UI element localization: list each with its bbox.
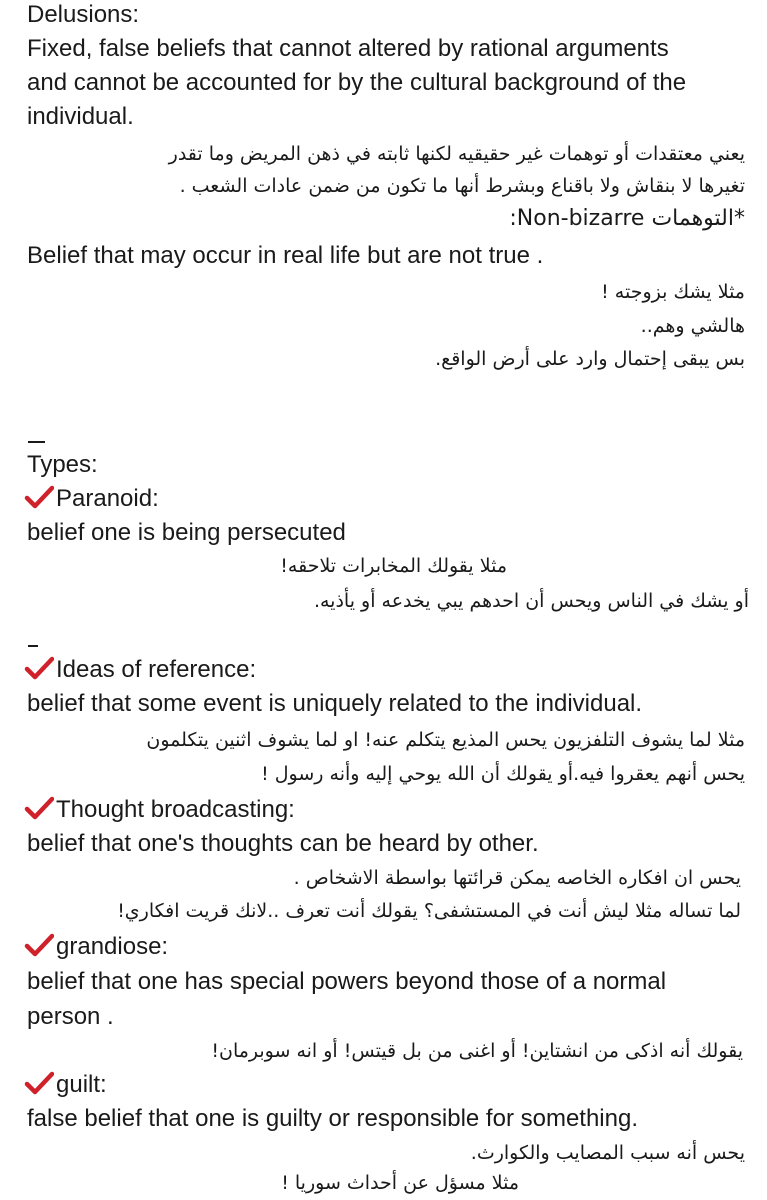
types-heading: Types: (27, 451, 98, 478)
type-definition: person . (27, 1003, 114, 1030)
check-mark-icon (24, 485, 54, 509)
type-title-guilt: guilt: (24, 1070, 107, 1100)
section-divider (28, 645, 38, 647)
check-mark-icon (24, 1071, 54, 1095)
nonbizarre-arabic-line: هالشي وهم.. (640, 315, 745, 337)
delusions-heading: Delusions: (27, 1, 140, 28)
delusions-definition-line: and cannot be accounted for by the cultural background of the (27, 69, 687, 96)
type-arabic-line: يقولك أنه اذكى من انشتاين! أو اغنى من بل قيتس! أو انه سوبرمان! (211, 1040, 743, 1062)
delusions-definition-line: individual. (27, 103, 134, 130)
check-mark-icon (24, 933, 54, 957)
nonbizarre-definition: Belief that may occur in real life but are not true . (27, 242, 544, 269)
type-arabic-line: يحس ان افكاره الخاصه يمكن قرائتها بواسطة الاشخاص . (293, 867, 741, 889)
nonbizarre-arabic-line: بس يبقى إحتمال وارد على أرض الواقع. (435, 348, 745, 370)
delusions-arabic-line: يعني معتقدات أو توهمات غير حقيقيه لكنها ثابته في ذهن المريض وما تقدر (168, 143, 745, 165)
type-arabic-line: أو يشك في الناس ويحس أن احدهم يبي يخدعه أو يأذيه. (313, 590, 749, 612)
type-definition: belief one is being persecuted (27, 519, 346, 546)
delusions-arabic-line: تغيرها لا بنقاش ولا باقناع وبشرط أنها ما تكون من ضمن عادات الشعب . (179, 175, 745, 197)
type-definition: belief that one's thoughts can be heard by other. (27, 830, 539, 857)
type-arabic-line: لما تساله مثلا ليش أنت في المستشفى؟ يقولك أنت تعرف ..لانك قريت افكاري! (117, 900, 741, 922)
check-mark-icon (24, 796, 54, 820)
type-arabic-line: مثلا يقولك المخابرات تلاحقه! (280, 555, 507, 577)
type-title-grandiose: grandiose: (24, 932, 168, 962)
type-title-paranoid: Paranoid: (24, 484, 159, 514)
type-definition: belief that some event is uniquely related to the individual. (27, 690, 643, 717)
type-definition: belief that one has special powers beyond those of a normal (27, 968, 667, 995)
type-arabic-line: يحس أنهم يعقروا فيه.أو يقولك أن الله يوحي إليه وأنه رسول ! (261, 763, 745, 785)
type-arabic-line: يحس أنه سبب المصايب والكوارث. (470, 1142, 745, 1164)
type-title-ideas-of-reference: Ideas of reference: (24, 655, 256, 685)
check-mark-icon (24, 656, 54, 680)
type-arabic-line: مثلا لما يشوف التلفزيون يحس المذيع يتكلم عنه! او لما يشوف اثنين يتكلمون (146, 729, 745, 751)
type-title-thought-broadcasting: Thought broadcasting: (24, 795, 295, 825)
nonbizarre-arabic-line: مثلا يشك بزوجته ! (601, 281, 745, 303)
nonbizarre-label: *التوهمات Non-bizarre: (509, 206, 745, 231)
type-arabic-line: مثلا مسؤل عن أحداث سوريا ! (281, 1172, 519, 1194)
delusions-definition-line: Fixed, false beliefs that cannot altered by rational arguments (27, 35, 669, 62)
section-divider (28, 441, 45, 443)
type-definition: false belief that one is guilty or responsible for something. (27, 1105, 639, 1132)
